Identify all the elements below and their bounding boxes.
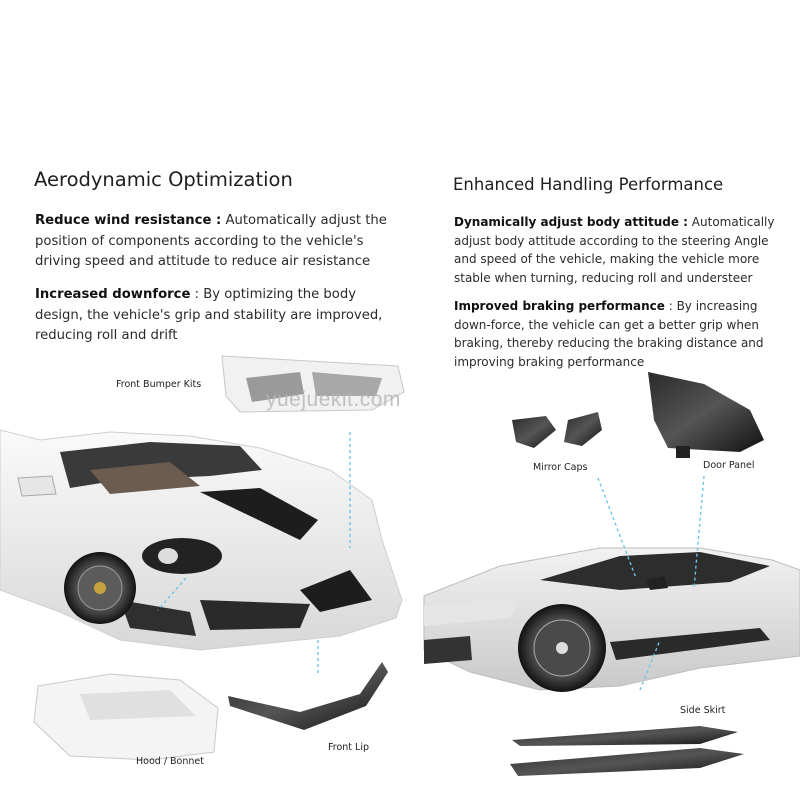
left-paragraph-2-text: : By optimizing the body design, the vehicle's grip and stability are improved, reducing roll and drift <box>35 287 383 343</box>
right-paragraph-2-title: Improved braking performance <box>454 299 665 313</box>
label-front-bumper-kits: Front Bumper Kits <box>116 379 202 390</box>
door-panel-image <box>648 372 764 458</box>
right-paragraph-1-text: Automatically adjust body attitude according to the steering Angle and speed of the vehicle, making the vehicle more stable when turning, reducing roll and understeer <box>454 215 775 285</box>
left-paragraph-1-title: Reduce wind resistance : <box>35 213 222 228</box>
label-front-lip: Front Lip <box>328 742 370 753</box>
white-supercar-left <box>0 430 402 650</box>
left-paragraph-2-title: Increased downforce <box>35 287 191 302</box>
left-heading: Aerodynamic Optimization <box>34 168 293 191</box>
hood-bonnet-image <box>34 674 218 760</box>
side-skirt-image <box>510 726 744 776</box>
label-door-panel: Door Panel <box>703 460 755 471</box>
front-lip-image <box>228 662 388 730</box>
right-paragraph-1-title: Dynamically adjust body attitude : <box>454 215 688 229</box>
left-paragraph-1-text: Automatically adjust the position of components according to the vehicle's driving speed and attitude to reduce air resistance <box>35 213 387 269</box>
label-side-skirt: Side Skirt <box>680 705 726 716</box>
label-hood-bonnet: Hood / Bonnet <box>136 756 204 767</box>
white-concept-car-right <box>424 548 800 692</box>
mirror-caps-image <box>512 412 602 448</box>
right-paragraph-2-text: : By increasing down-force, the vehicle can get a better grip when braking, thereby reducing the braking distance and improving braking performance <box>454 299 764 369</box>
right-heading: Enhanced Handling Performance <box>453 175 724 194</box>
watermark-text: yuejuekit.com <box>266 388 401 411</box>
label-mirror-caps: Mirror Caps <box>533 462 588 473</box>
